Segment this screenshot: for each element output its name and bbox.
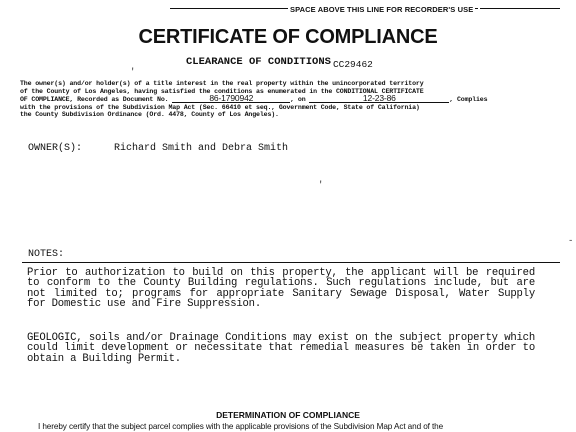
intro-line-5: the County Subdivision Ordinance (Ord. 4478, County of Los Angeles). xyxy=(20,111,279,119)
intro-line-2: of the County of Los Angeles, having satisfied the conditions as enumerated in the CONDITIONAL CERTIFICATE xyxy=(20,87,424,95)
document-number-field: 86-1790942 xyxy=(172,95,290,103)
notes-divider xyxy=(22,262,560,263)
notes-paragraph-2: GEOLOGIC, soils and/or Drainage Conditions may exist on the subject property which could limit development or necessitate that remedial measures be taken in order to obtain a Building Permit. xyxy=(27,332,535,365)
owners-row xyxy=(28,143,288,154)
intro-paragraph xyxy=(20,80,560,119)
intro-line-3-suffix: , Complies xyxy=(449,96,488,104)
scan-speck: ' xyxy=(130,67,136,77)
intro-line-3-prefix: OF COMPLIANCE, Recorded as Document No. xyxy=(20,96,169,104)
notes-label: NOTES: xyxy=(28,249,65,260)
subtitle-line xyxy=(186,56,373,68)
owners-label: OWNER(S): xyxy=(28,143,83,154)
recorder-divider-tail xyxy=(480,8,560,9)
scan-speck: - xyxy=(568,236,574,246)
scan-speck: ' xyxy=(318,180,324,190)
intro-line-4: with the provisions of the Subdivision Map Act (Sec. 66410 et seq., Government Code, State of California) xyxy=(20,103,420,111)
owners-names: Richard Smith and Debra Smith xyxy=(114,143,289,154)
intro-line-1: The owner(s) and/or holder(s) of a title interest in the real property within the unincorporated territory xyxy=(20,80,424,87)
recorder-label: SPACE ABOVE THIS LINE FOR RECORDER'S USE xyxy=(290,5,474,14)
page-title: CERTIFICATE OF COMPLIANCE xyxy=(138,26,438,48)
subtitle: CLEARANCE OF CONDITIONS xyxy=(186,56,331,68)
notes-paragraph-1: Prior to authorization to build on this property, the applicant will be required to conform to the County Building regulations. Such regulations include, but are not limited to; programs for appropriate Sanitary Sewage Disposal, Water Supply for Domestic use and Fire Suppression. xyxy=(27,267,535,311)
determination-title: DETERMINATION OF COMPLIANCE xyxy=(216,410,360,420)
intro-line-3 xyxy=(20,95,560,104)
intro-line-3-mid: , on xyxy=(290,96,306,104)
certificate-number: CC29462 xyxy=(332,59,373,70)
determination-text: I hereby certify that the subject parcel complies with the applicable provisions of the Subdivision Map Act and of the xyxy=(38,422,444,431)
recorded-date-field: 12-23-86 xyxy=(309,95,449,103)
